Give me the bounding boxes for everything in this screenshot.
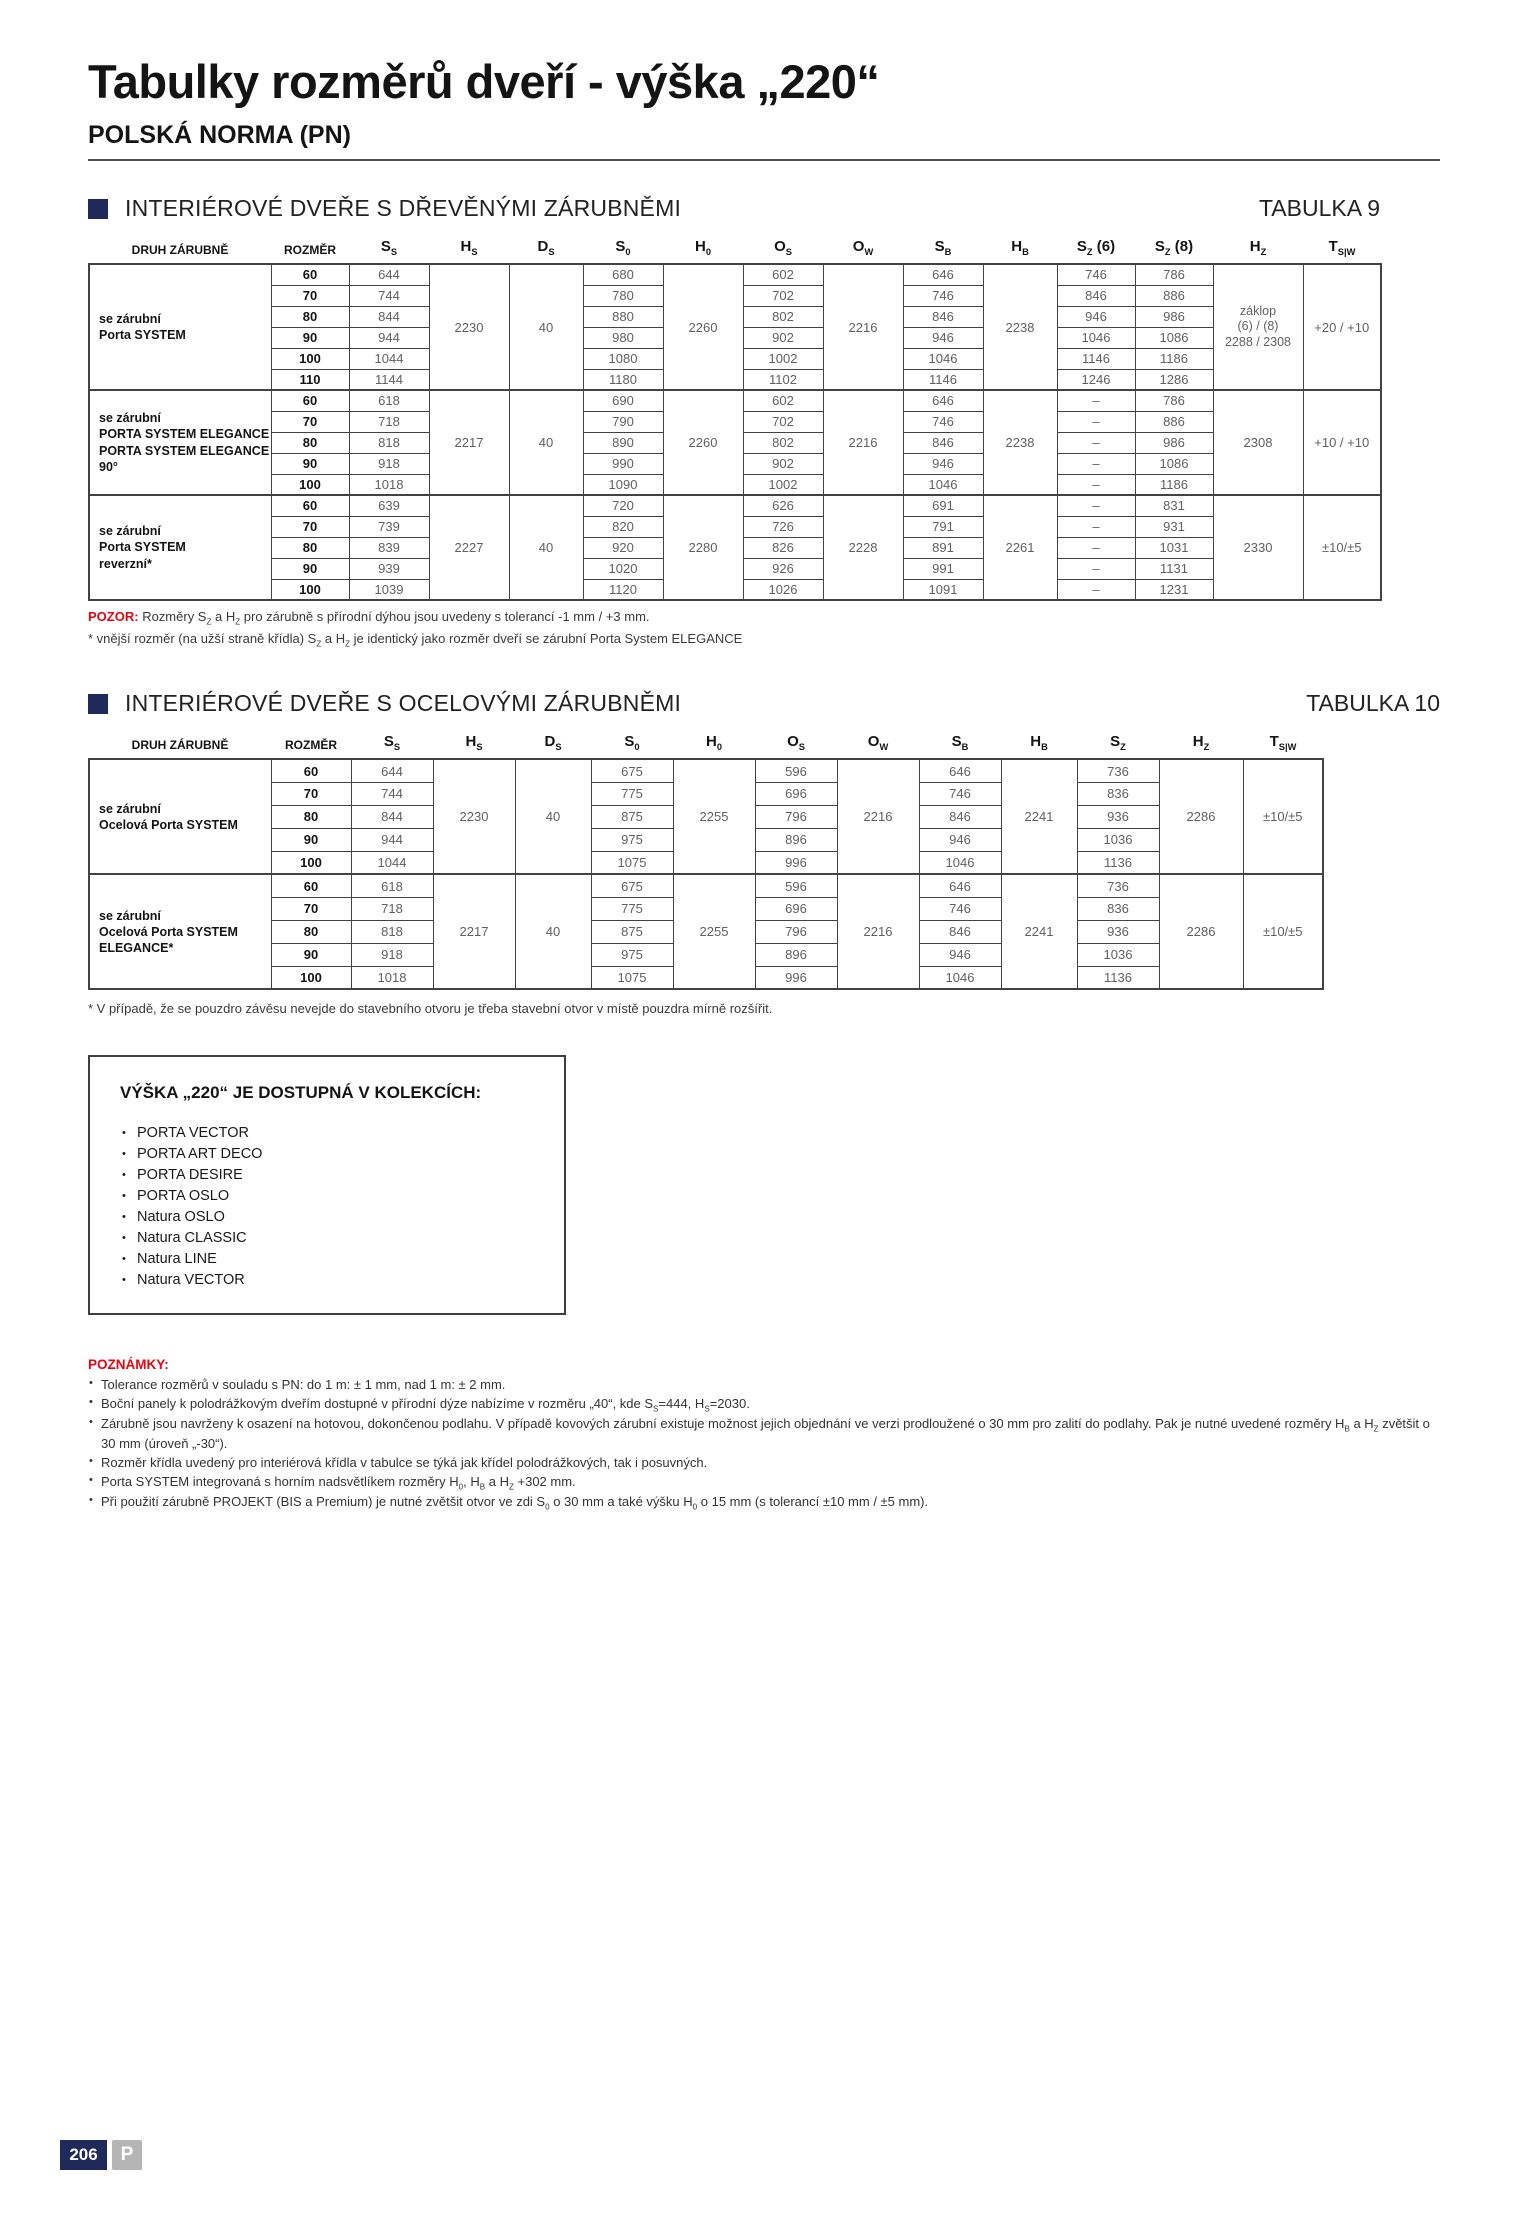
- collection-item: • Natura LINE: [120, 1249, 546, 1270]
- cell-sz6: –: [1057, 579, 1135, 600]
- cell-s0: 1080: [583, 348, 663, 369]
- cell-sz8: 1086: [1135, 453, 1213, 474]
- cell-sb: 746: [903, 411, 983, 432]
- cell-s0: 1020: [583, 558, 663, 579]
- cell-s0: 790: [583, 411, 663, 432]
- column-header-ds: $D_S$: [537, 238, 555, 257]
- dimensions-table-10: [88, 719, 1324, 990]
- cell-sz: 1136: [1077, 851, 1159, 874]
- frame-type-cell: se zárubní Porta SYSTEM reverzní*: [89, 495, 271, 600]
- cell-rozmer: 110: [271, 369, 349, 390]
- cell-ds: 40: [515, 874, 591, 989]
- pozor-text: Rozměry $S_Z$ a $H_Z$ pro zárubně s přírodní dýhou jsou uvedeny s tolerancí -1 mm / +3 mm.: [142, 609, 650, 627]
- cell-s0: 975: [591, 828, 673, 851]
- cell-sb: 746: [903, 285, 983, 306]
- cell-sz6: 1046: [1057, 327, 1135, 348]
- cell-ss: 618: [351, 874, 433, 897]
- cell-sz6: –: [1057, 390, 1135, 411]
- section-bullet-icon: [88, 199, 108, 219]
- cell-ow: 2216: [823, 390, 903, 495]
- cell-rozmer: 60: [271, 495, 349, 516]
- note-item: • Boční panely k polodrážkovým dveřím dostupné v přírodní dýze nabízíme v rozměru „40“, kde $S_S=444$, $H_S=2030$.: [88, 1395, 1440, 1415]
- cell-os: 902: [743, 453, 823, 474]
- cell-sz: 1036: [1077, 828, 1159, 851]
- cell-sb: 991: [903, 558, 983, 579]
- cell-os: 802: [743, 432, 823, 453]
- cell-sz: 836: [1077, 782, 1159, 805]
- cell-sz8: 831: [1135, 495, 1213, 516]
- cell-ss: 844: [351, 805, 433, 828]
- cell-os: 796: [755, 805, 837, 828]
- column-header-hb: $H_B$: [1011, 238, 1029, 257]
- column-header-hs: $H_S$: [460, 238, 478, 257]
- column-header-s0: $S_0$: [615, 238, 631, 257]
- cell-ss: 718: [349, 411, 429, 432]
- column-header-hs: $H_S$: [465, 733, 483, 753]
- cell-sz8: 931: [1135, 516, 1213, 537]
- cell-rozmer: 60: [271, 264, 349, 285]
- cell-sz8: 786: [1135, 390, 1213, 411]
- cell-sb: 1146: [903, 369, 983, 390]
- cell-ss: 1039: [349, 579, 429, 600]
- cell-s0: 690: [583, 390, 663, 411]
- page-title: Tabulky rozměrů dveří - výška „220“: [88, 55, 880, 108]
- note-item: • Rozměr křídla uvedený pro interiérová křídla v tabulce se týká jak křídel polodrážkových, tak i posuvných.: [88, 1454, 1440, 1473]
- cell-rozmer: 60: [271, 759, 351, 782]
- cell-sb: 691: [903, 495, 983, 516]
- cell-tsw: ±10/±5: [1303, 495, 1381, 600]
- section-header-wooden-frames: [88, 195, 1380, 222]
- cell-rozmer: 80: [271, 306, 349, 327]
- cell-rozmer: 70: [271, 782, 351, 805]
- cell-sz8: 1286: [1135, 369, 1213, 390]
- cell-ss: 839: [349, 537, 429, 558]
- column-header-ds: $D_S$: [544, 733, 562, 753]
- cell-ds: 40: [509, 390, 583, 495]
- cell-ss: 818: [351, 920, 433, 943]
- frame-type-cell: se zárubní Ocelová Porta SYSTEM ELEGANCE*: [89, 874, 271, 989]
- cell-os: 826: [743, 537, 823, 558]
- cell-rozmer: 100: [271, 348, 349, 369]
- dimensions-table-9: [88, 224, 1382, 601]
- cell-os: 996: [755, 851, 837, 874]
- column-header-h0: $H_0$: [705, 733, 722, 753]
- note-item: • Při použití zárubně PROJEKT (BIS a Premium) je nutné zvětšit otvor ve zdi $S_0$ o 30 mm a také výšku $H_0$ o 15 mm (s tolerancí ±10 mm / ±5 mm).: [88, 1493, 1440, 1513]
- cell-os: 1002: [743, 348, 823, 369]
- cell-s0: 775: [591, 897, 673, 920]
- frame-type-cell: se zárubní Porta SYSTEM: [89, 264, 271, 390]
- collection-item: • PORTA OSLO: [120, 1186, 546, 1207]
- cell-sb: 1046: [919, 851, 1001, 874]
- note-item: • Tolerance rozměrů v souladu s PN: do 1 m: ± 1 mm, nad 1 m: ± 2 mm.: [88, 1376, 1440, 1395]
- cell-sz8: 1186: [1135, 474, 1213, 495]
- collection-item: • Natura OSLO: [120, 1207, 546, 1228]
- cell-os: 626: [743, 495, 823, 516]
- cell-os: 896: [755, 943, 837, 966]
- cell-os: 926: [743, 558, 823, 579]
- cell-s0: 720: [583, 495, 663, 516]
- cell-hs: 2217: [433, 874, 515, 989]
- column-header-sb: $S_B$: [934, 238, 952, 257]
- column-header-rozmer: ROZMĚR: [285, 738, 337, 753]
- cell-ss: 1044: [349, 348, 429, 369]
- notes-list: [88, 1376, 1440, 1514]
- star-note: * vnější rozměr (na užší straně křídla) $S_Z$ a $H_Z$ je identický jako rozměr dveří se zárubní Porta System ELEGANCE: [88, 630, 743, 649]
- cell-hb: 2241: [1001, 759, 1077, 874]
- cell-hz: 2286: [1159, 759, 1243, 874]
- section-title: INTERIÉROVÉ DVEŘE S OCELOVÝMI ZÁRUBNĚMI: [125, 690, 682, 717]
- table-10-note: * V případě, že se pouzdro závěsu nevejde do stavebního otvoru je třeba stavební otvor v místě pouzdra mírně rozšířit.: [88, 1001, 773, 1017]
- cell-s0: 975: [591, 943, 673, 966]
- cell-sz6: 1246: [1057, 369, 1135, 390]
- cell-s0: 1075: [591, 966, 673, 989]
- cell-sb: 646: [919, 874, 1001, 897]
- porta-logo-letter: P: [120, 2144, 134, 2165]
- table-9-label: TABULKA 9: [1258, 195, 1380, 221]
- cell-sb: 746: [919, 897, 1001, 920]
- column-header-tsw: $T_{S|W}$: [1269, 733, 1297, 753]
- cell-s0: 1120: [583, 579, 663, 600]
- cell-sz: 736: [1077, 874, 1159, 897]
- column-header-ss: $S_S$: [383, 733, 401, 753]
- cell-s0: 875: [591, 805, 673, 828]
- cell-ow: 2228: [823, 495, 903, 600]
- cell-rozmer: 100: [271, 966, 351, 989]
- cell-sz6: –: [1057, 537, 1135, 558]
- cell-rozmer: 70: [271, 516, 349, 537]
- cell-ss: 639: [349, 495, 429, 516]
- column-header-sz: $S_Z$: [1110, 733, 1126, 753]
- cell-os: 896: [755, 828, 837, 851]
- cell-s0: 890: [583, 432, 663, 453]
- cell-tsw: ±10/±5: [1243, 874, 1323, 989]
- cell-s0: 780: [583, 285, 663, 306]
- note-item: • Zárubně jsou navrženy k osazení na hotovou, dokončenou podlahu. V případě kovových zárubní existuje možnost jejich objednání ve verzi prodloužené o 30 mm pro zalití do podlahy. Pak je nutné uvedené rozměry $H_B$ a $H_Z$ zvětšit o 30 mm (úroveň „-30“).: [88, 1415, 1440, 1454]
- note-item: • Porta SYSTEM integrovaná s horním nadsvětlíkem rozměry $H_0$, $H_B$ a $H_Z +302$ mm.: [88, 1473, 1440, 1493]
- cell-sz6: 1146: [1057, 348, 1135, 369]
- cell-ds: 40: [509, 495, 583, 600]
- cell-sb: 791: [903, 516, 983, 537]
- section-title: INTERIÉROVÉ DVEŘE S DŘEVĚNÝMI ZÁRUBNĚMI: [125, 195, 682, 221]
- cell-tsw: +20 / +10: [1303, 264, 1381, 390]
- cell-sb: 846: [919, 920, 1001, 943]
- cell-rozmer: 70: [271, 897, 351, 920]
- cell-s0: 820: [583, 516, 663, 537]
- column-header-sz8: $S_Z$ (8): [1154, 238, 1194, 257]
- cell-os: 996: [755, 966, 837, 989]
- porta-logo-icon: [112, 2140, 142, 2170]
- column-header-sz6: $S_Z$ (6): [1076, 238, 1116, 257]
- cell-os: 602: [743, 390, 823, 411]
- cell-rozmer: 100: [271, 474, 349, 495]
- column-header-h0: $H_0$: [694, 238, 711, 257]
- cell-os: 696: [755, 897, 837, 920]
- cell-ow: 2216: [837, 874, 919, 989]
- cell-ds: 40: [509, 264, 583, 390]
- cell-os: 702: [743, 285, 823, 306]
- frame-type-cell: se zárubní PORTA SYSTEM ELEGANCE PORTA SYSTEM ELEGANCE 90°: [89, 390, 271, 495]
- cell-hz: 2286: [1159, 874, 1243, 989]
- cell-sb: 646: [919, 759, 1001, 782]
- cell-ss: 618: [349, 390, 429, 411]
- cell-sz6: –: [1057, 432, 1135, 453]
- cell-ss: 1018: [349, 474, 429, 495]
- cell-sz: 836: [1077, 897, 1159, 920]
- collection-item: • PORTA ART DECO: [120, 1144, 546, 1165]
- cell-sb: 946: [919, 828, 1001, 851]
- pozor-label: POZOR:: [88, 609, 139, 624]
- cell-ss: 944: [351, 828, 433, 851]
- cell-hz: 2330: [1213, 495, 1303, 600]
- notes-section: [88, 1357, 1440, 1514]
- cell-sz6: 946: [1057, 306, 1135, 327]
- cell-sz8: 786: [1135, 264, 1213, 285]
- cell-h0: 2255: [673, 874, 755, 989]
- cell-sb: 746: [919, 782, 1001, 805]
- cell-sb: 946: [903, 453, 983, 474]
- cell-sz8: 1031: [1135, 537, 1213, 558]
- cell-s0: 675: [591, 874, 673, 897]
- cell-os: 702: [743, 411, 823, 432]
- title-divider: [88, 159, 1440, 161]
- cell-s0: 775: [591, 782, 673, 805]
- cell-rozmer: 70: [271, 411, 349, 432]
- section-bullet-icon: [88, 694, 108, 714]
- cell-os: 602: [743, 264, 823, 285]
- cell-os: 726: [743, 516, 823, 537]
- cell-sb: 1046: [903, 474, 983, 495]
- cell-sb: 646: [903, 390, 983, 411]
- table-9-notes: [88, 607, 1440, 650]
- cell-rozmer: 90: [271, 828, 351, 851]
- cell-os: 596: [755, 874, 837, 897]
- cell-tsw: +10 / +10: [1303, 390, 1381, 495]
- cell-os: 1002: [743, 474, 823, 495]
- cell-ss: 844: [349, 306, 429, 327]
- cell-rozmer: 100: [271, 851, 351, 874]
- cell-hb: 2241: [1001, 874, 1077, 989]
- cell-rozmer: 90: [271, 453, 349, 474]
- cell-ss: 744: [349, 285, 429, 306]
- page-content: [0, 54, 1527, 1514]
- cell-ss: 939: [349, 558, 429, 579]
- cell-sz6: –: [1057, 411, 1135, 432]
- cell-hb: 2261: [983, 495, 1057, 600]
- cell-sz8: 1186: [1135, 348, 1213, 369]
- cell-hs: 2227: [429, 495, 509, 600]
- cell-sb: 846: [919, 805, 1001, 828]
- collection-item: • Natura VECTOR: [120, 1270, 546, 1291]
- cell-sb: 646: [903, 264, 983, 285]
- column-header-rozmer: ROZMĚR: [284, 243, 336, 257]
- collections-list: [120, 1123, 546, 1291]
- cell-rozmer: 60: [271, 390, 349, 411]
- catalog-page: [0, 54, 1527, 2214]
- cell-sz: 736: [1077, 759, 1159, 782]
- cell-ss: 1044: [351, 851, 433, 874]
- collection-item: • Natura CLASSIC: [120, 1228, 546, 1249]
- cell-sz6: 846: [1057, 285, 1135, 306]
- section-header-steel-frames: [88, 690, 1440, 717]
- page-footer: [60, 2140, 142, 2170]
- cell-os: 696: [755, 782, 837, 805]
- cell-sb: 846: [903, 432, 983, 453]
- column-header-os: $O_S$: [774, 238, 792, 257]
- cell-rozmer: 70: [271, 285, 349, 306]
- cell-rozmer: 90: [271, 943, 351, 966]
- cell-os: 1102: [743, 369, 823, 390]
- cell-ds: 40: [515, 759, 591, 874]
- cell-sz8: 886: [1135, 285, 1213, 306]
- cell-sz: 936: [1077, 920, 1159, 943]
- cell-os: 1026: [743, 579, 823, 600]
- column-header-hb: $H_B$: [1030, 733, 1048, 753]
- cell-rozmer: 60: [271, 874, 351, 897]
- column-header-druh: DRUH ZÁRUBNĚ: [131, 738, 229, 753]
- cell-ss: 644: [351, 759, 433, 782]
- cell-os: 902: [743, 327, 823, 348]
- cell-sz8: 886: [1135, 411, 1213, 432]
- cell-hz: záklop (6) / (8) 2288 / 2308: [1213, 264, 1303, 390]
- cell-os: 802: [743, 306, 823, 327]
- cell-sz8: 986: [1135, 432, 1213, 453]
- cell-tsw: ±10/±5: [1243, 759, 1323, 874]
- cell-s0: 680: [583, 264, 663, 285]
- cell-ss: 744: [351, 782, 433, 805]
- cell-sz8: 1131: [1135, 558, 1213, 579]
- column-header-ss: $S_S$: [380, 238, 398, 257]
- cell-sz8: 986: [1135, 306, 1213, 327]
- column-header-hz: $H_Z$: [1192, 733, 1210, 753]
- cell-hb: 2238: [983, 264, 1057, 390]
- cell-sz6: –: [1057, 558, 1135, 579]
- page-subtitle: POLSKÁ NORMA (PN): [88, 121, 351, 149]
- collections-box-title: VÝŠKA „220“ JE DOSTUPNÁ V KOLEKCÍCH:: [120, 1082, 482, 1102]
- cell-ow: 2216: [837, 759, 919, 874]
- cell-rozmer: 90: [271, 558, 349, 579]
- cell-hs: 2230: [433, 759, 515, 874]
- cell-sz6: –: [1057, 495, 1135, 516]
- cell-ss: 1018: [351, 966, 433, 989]
- cell-ss: 818: [349, 432, 429, 453]
- cell-s0: 675: [591, 759, 673, 782]
- cell-s0: 980: [583, 327, 663, 348]
- collections-box: [88, 1055, 566, 1315]
- cell-ss: 918: [351, 943, 433, 966]
- column-header-s0: $S_0$: [624, 733, 640, 753]
- cell-ss: 1144: [349, 369, 429, 390]
- column-header-os: $O_S$: [787, 733, 805, 753]
- cell-rozmer: 80: [271, 537, 349, 558]
- collection-item: • PORTA VECTOR: [120, 1123, 546, 1144]
- cell-h0: 2260: [663, 264, 743, 390]
- cell-sb: 1091: [903, 579, 983, 600]
- column-header-tsw: $T_{S|W}$: [1328, 238, 1356, 257]
- cell-ss: 644: [349, 264, 429, 285]
- collection-item: • PORTA DESIRE: [120, 1165, 546, 1186]
- cell-sb: 946: [919, 943, 1001, 966]
- cell-s0: 1090: [583, 474, 663, 495]
- cell-s0: 880: [583, 306, 663, 327]
- cell-hs: 2230: [429, 264, 509, 390]
- cell-rozmer: 80: [271, 805, 351, 828]
- cell-rozmer: 80: [271, 920, 351, 943]
- cell-sb: 891: [903, 537, 983, 558]
- cell-rozmer: 80: [271, 432, 349, 453]
- cell-sz6: –: [1057, 474, 1135, 495]
- cell-sz6: 746: [1057, 264, 1135, 285]
- cell-ss: 718: [351, 897, 433, 920]
- cell-sz: 1136: [1077, 966, 1159, 989]
- column-header-ow: $O_W$: [867, 733, 889, 753]
- cell-s0: 1180: [583, 369, 663, 390]
- cell-s0: 1075: [591, 851, 673, 874]
- cell-sz: 936: [1077, 805, 1159, 828]
- cell-sz8: 1086: [1135, 327, 1213, 348]
- pozor-note: [88, 607, 1440, 629]
- cell-s0: 990: [583, 453, 663, 474]
- cell-h0: 2260: [663, 390, 743, 495]
- column-header-ow: $O_W$: [852, 238, 874, 257]
- page-number: 206: [60, 2140, 107, 2170]
- cell-hz: 2308: [1213, 390, 1303, 495]
- cell-sb: 1046: [919, 966, 1001, 989]
- cell-ss: 918: [349, 453, 429, 474]
- cell-sb: 946: [903, 327, 983, 348]
- frame-type-cell: se zárubní Ocelová Porta SYSTEM: [89, 759, 271, 874]
- cell-os: 796: [755, 920, 837, 943]
- cell-s0: 875: [591, 920, 673, 943]
- cell-sb: 1046: [903, 348, 983, 369]
- cell-os: 596: [755, 759, 837, 782]
- cell-sz: 1036: [1077, 943, 1159, 966]
- cell-sb: 846: [903, 306, 983, 327]
- cell-rozmer: 90: [271, 327, 349, 348]
- table-10-label: TABULKA 10: [1306, 690, 1440, 717]
- column-header-druh: DRUH ZÁRUBNĚ: [131, 243, 229, 257]
- cell-rozmer: 100: [271, 579, 349, 600]
- cell-sz6: –: [1057, 453, 1135, 474]
- cell-s0: 920: [583, 537, 663, 558]
- cell-h0: 2255: [673, 759, 755, 874]
- cell-h0: 2280: [663, 495, 743, 600]
- cell-ss: 739: [349, 516, 429, 537]
- column-header-hz: $H_Z$: [1249, 238, 1267, 257]
- section-title-wrap: [88, 690, 681, 717]
- cell-hb: 2238: [983, 390, 1057, 495]
- cell-ow: 2216: [823, 264, 903, 390]
- section-title-wrap: [88, 195, 681, 222]
- cell-sz8: 1231: [1135, 579, 1213, 600]
- notes-section-title: POZNÁMKY:: [88, 1356, 169, 1372]
- column-header-sb: $S_B$: [951, 733, 969, 753]
- cell-sz6: –: [1057, 516, 1135, 537]
- cell-ss: 944: [349, 327, 429, 348]
- cell-hs: 2217: [429, 390, 509, 495]
